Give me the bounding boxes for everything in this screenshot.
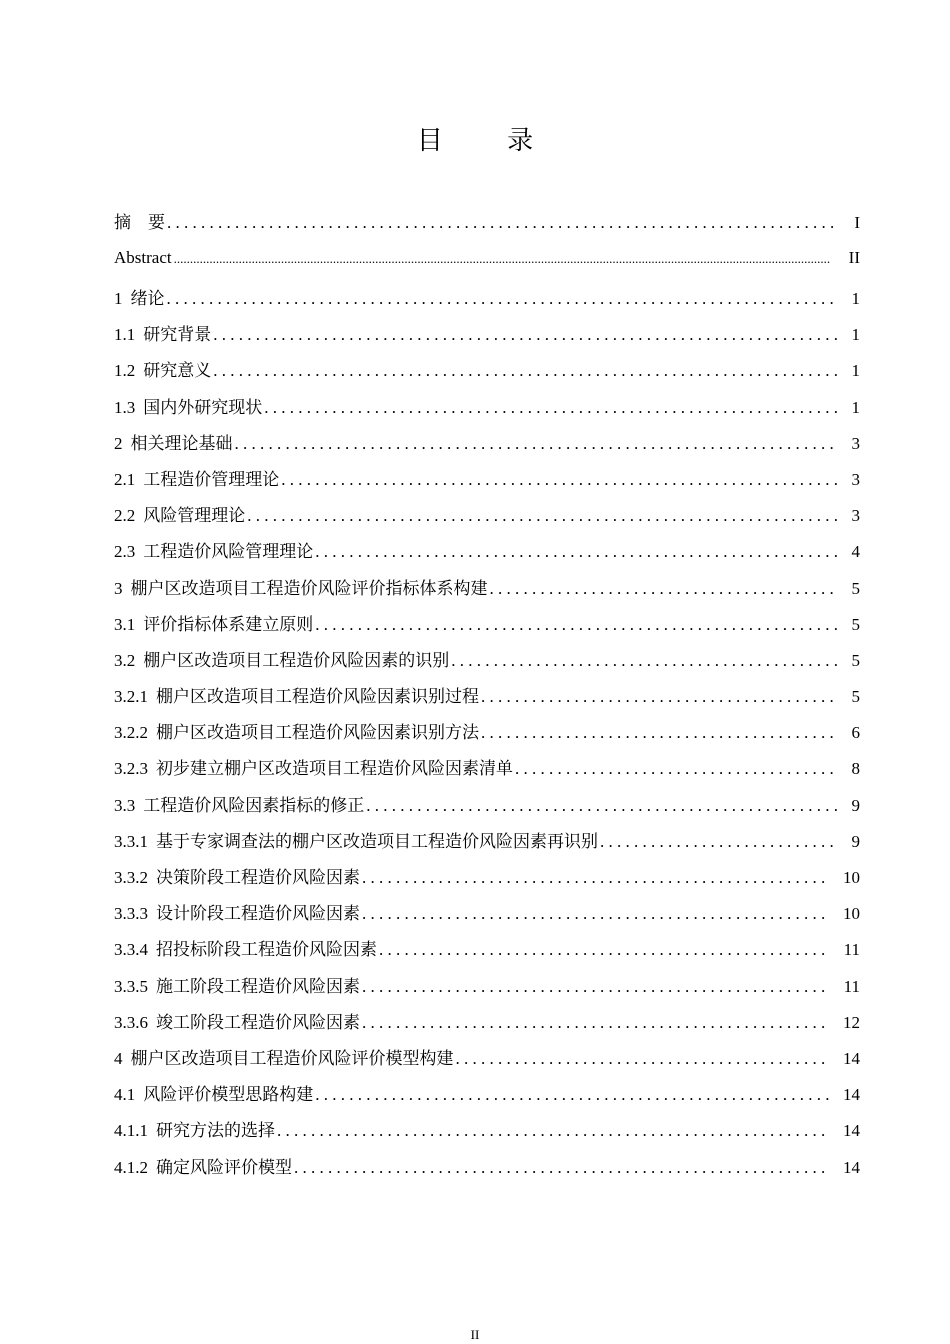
toc-entry-number: 3 (114, 578, 123, 598)
toc-entry[interactable] (114, 972, 860, 1008)
toc-entry-number: 4 (114, 1048, 123, 1068)
toc-leader-dots (366, 796, 838, 816)
toc-entry-label: 棚户区改造项目工程造价风险评价模型构建 (130, 1048, 454, 1068)
toc-entry-label: 确定风险评价模型 (156, 1157, 292, 1177)
toc-entry-page: 5 (851, 614, 860, 634)
toc-entry-label: 工程造价风险管理理论 (143, 542, 314, 562)
toc-entry[interactable] (114, 248, 860, 284)
toc-entry-page: 14 (843, 1157, 860, 1177)
toc-leader-dots (167, 213, 838, 233)
toc-leader-dots (315, 615, 838, 635)
toc-leader-dots (277, 1121, 830, 1141)
toc-entry[interactable] (114, 284, 860, 320)
toc-leader-dots (281, 470, 838, 490)
toc-entry[interactable] (114, 754, 860, 790)
toc-entry-page: 9 (851, 831, 860, 851)
toc-entry[interactable] (114, 827, 860, 863)
toc-leader-dots (315, 1085, 830, 1105)
toc-entry-page: I (854, 213, 860, 232)
toc-entry[interactable] (114, 646, 860, 682)
toc-entry-page: 1 (851, 289, 860, 308)
toc-entry[interactable] (114, 320, 860, 356)
toc-entry-page: 11 (843, 976, 860, 996)
toc-entry-page: 6 (851, 723, 860, 743)
toc-entry-page: 14 (843, 1085, 860, 1105)
toc-entry-number: 2.2 (114, 506, 136, 526)
toc-entry-label: 招投标阶段工程造价风险因素 (156, 940, 377, 960)
toc-entry-label: 工程造价管理理论 (143, 469, 280, 489)
toc-leader-dots (481, 723, 838, 743)
toc-entry[interactable] (114, 1008, 860, 1044)
toc-entry[interactable] (114, 429, 860, 465)
toc-entry-number: 2 (114, 433, 123, 453)
toc-entry-page: 1 (851, 361, 860, 381)
toc-entry-label: 决策阶段工程造价风险因素 (156, 868, 360, 887)
toc-entry-label: 研究意义 (143, 361, 212, 381)
toc-entry-page: 5 (851, 650, 860, 670)
toc-entry-label: 棚户区改造项目工程造价风险评价指标体系构建 (130, 578, 488, 598)
toc-entry[interactable] (114, 574, 860, 610)
toc-entry-page: 8 (851, 759, 860, 779)
toc-entry-label: 基于专家调查法的棚户区改造项目工程造价风险因素再识别 (156, 831, 598, 851)
toc-entry-label: 棚户区改造项目工程造价风险因素识别方法 (156, 723, 479, 743)
toc-leader-dots (362, 1013, 830, 1033)
toc-entry[interactable] (114, 1116, 860, 1152)
toc-entry-number: 3.2.1 (114, 687, 148, 707)
toc-leader-dots (247, 506, 838, 526)
toc-entry-page: 1 (851, 397, 860, 417)
toc-entry[interactable] (114, 899, 860, 935)
toc-entry-number: 3.3.2 (114, 868, 148, 887)
toc-entry-label: 棚户区改造项目工程造价风险因素的识别 (143, 650, 450, 670)
toc-entry-page: 11 (843, 940, 860, 960)
toc-leader-dots (362, 868, 830, 888)
toc-entry-number: 3.3.6 (114, 1012, 148, 1032)
toc-leader-dots (294, 1158, 830, 1178)
toc-entry-page: 1 (851, 325, 860, 345)
toc-entry-label: 绪论 (130, 289, 165, 308)
toc-entry-page: 9 (851, 795, 860, 815)
toc-leader-dots (174, 248, 830, 268)
page-title: 目 录 (416, 126, 562, 156)
toc-entry-number: 1.2 (114, 361, 136, 381)
toc-entry-label: 工程造价风险因素指标的修正 (143, 795, 365, 815)
toc-entry-label: 施工阶段工程造价风险因素 (156, 976, 360, 996)
toc-entry[interactable] (114, 393, 860, 429)
toc-entry-page: 4 (851, 542, 860, 562)
toc-entry[interactable] (114, 863, 860, 899)
toc-entry-number: 4.1.1 (114, 1121, 148, 1141)
toc-entry-page: 10 (843, 904, 860, 924)
toc-entry-number: 3.3.3 (114, 904, 148, 924)
toc-entry-number: 3.3.5 (114, 976, 148, 996)
toc-leader-dots (167, 289, 839, 309)
toc-leader-dots (515, 759, 838, 779)
toc-entry[interactable] (114, 1044, 860, 1080)
toc-entry-number: 3.3 (114, 795, 136, 815)
toc-entry[interactable] (114, 465, 860, 501)
toc-entry-page: 3 (851, 469, 860, 489)
toc-entry-page: 10 (843, 868, 860, 887)
toc-leader-dots (600, 832, 838, 852)
toc-leader-dots (451, 651, 838, 671)
toc-entry-page: 3 (851, 433, 860, 453)
toc-entry-label: 评价指标体系建立原则 (143, 614, 314, 634)
toc-leader-dots (213, 361, 838, 381)
toc-entry-label: 设计阶段工程造价风险因素 (156, 904, 360, 924)
toc-entry-page: 14 (843, 1121, 860, 1141)
toc-entry-number: 3.1 (114, 614, 136, 634)
toc-leader-dots (490, 579, 839, 599)
toc-entry[interactable] (114, 537, 860, 573)
toc-entry-number: 2.3 (114, 542, 136, 562)
toc-entry-label: 竣工阶段工程造价风险因素 (156, 1012, 360, 1032)
toc-entry[interactable] (114, 208, 860, 248)
toc-entry-label: Abstract (114, 248, 172, 267)
toc-leader-dots (379, 940, 830, 960)
toc-entry[interactable] (114, 610, 860, 646)
toc-entry[interactable] (114, 791, 860, 827)
toc-entry-label: 初步建立棚户区改造项目工程造价风险因素清单 (156, 759, 513, 779)
toc-entry-number: 4.1.2 (114, 1157, 148, 1177)
toc-leader-dots (456, 1049, 831, 1069)
toc-entry[interactable] (114, 935, 860, 971)
table-of-contents (114, 208, 860, 1189)
toc-entry-label: 国内外研究现状 (143, 397, 263, 417)
toc-leader-dots (213, 325, 838, 345)
toc-entry[interactable] (114, 1080, 860, 1116)
toc-entry-page: II (848, 248, 860, 267)
toc-leader-dots (362, 904, 830, 924)
toc-leader-dots (264, 398, 838, 418)
toc-entry-label: 相关理论基础 (130, 433, 233, 453)
toc-entry[interactable] (114, 356, 860, 392)
toc-entry-label: 风险评价模型思路构建 (143, 1085, 314, 1105)
toc-entry-number: 3.2 (114, 650, 136, 670)
toc-entry-page: 5 (851, 687, 860, 707)
toc-entry-page: 5 (851, 578, 860, 598)
toc-entry-label: 研究方法的选择 (156, 1121, 275, 1141)
toc-leader-dots (362, 977, 830, 997)
toc-entry-number: 3.2.3 (114, 759, 148, 779)
toc-entry[interactable] (114, 718, 860, 754)
toc-entry-label: 棚户区改造项目工程造价风险因素识别过程 (156, 687, 479, 707)
toc-entry-number: 1 (114, 289, 123, 308)
toc-leader-dots (235, 434, 839, 454)
toc-entry-label: 研究背景 (143, 325, 212, 345)
page-number: II (470, 1327, 480, 1342)
toc-entry-page: 3 (851, 506, 860, 526)
toc-leader-dots (315, 542, 838, 562)
toc-entry[interactable] (114, 1153, 860, 1189)
toc-leader-dots (481, 687, 838, 707)
toc-entry-number: 3.3.1 (114, 831, 148, 851)
toc-entry[interactable] (114, 682, 860, 718)
toc-entry-label: 摘 要 (114, 213, 165, 232)
toc-entry-label: 风险管理理论 (143, 506, 246, 526)
toc-entry-number: 1.3 (114, 397, 136, 417)
toc-entry-number: 3.3.4 (114, 940, 148, 960)
toc-entry-number: 3.2.2 (114, 723, 148, 743)
toc-entry-number: 1.1 (114, 325, 136, 345)
toc-entry-page: 12 (843, 1012, 860, 1032)
toc-entry[interactable] (114, 501, 860, 537)
toc-entry-page: 14 (843, 1048, 860, 1068)
toc-entry-number: 2.1 (114, 469, 136, 489)
toc-entry-number: 4.1 (114, 1085, 136, 1105)
